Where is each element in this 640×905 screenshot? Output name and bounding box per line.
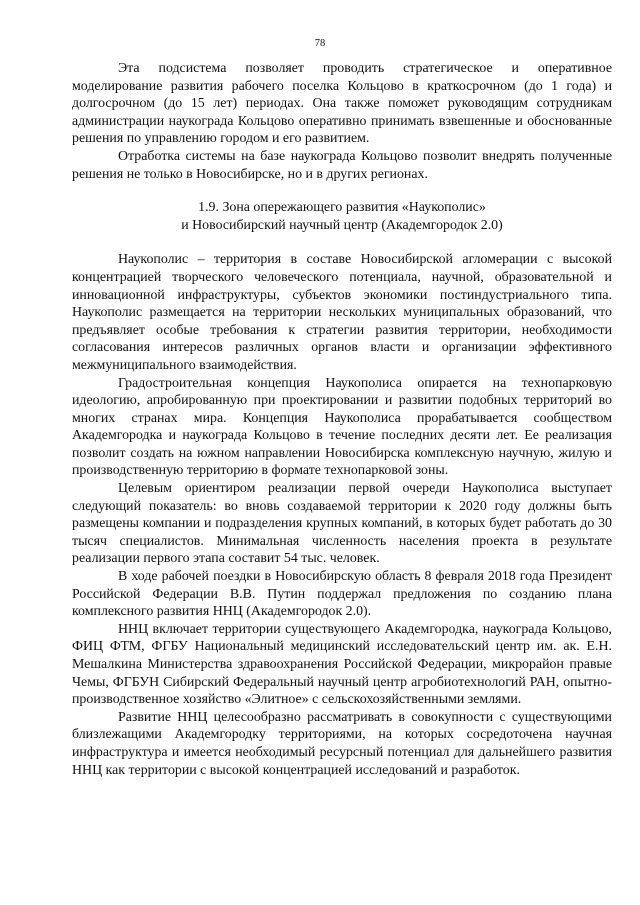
paragraph: Наукополис – территория в составе Новосибирской агломерации с высокой концентрацией творческого человеческого потенциала, научной, образовательной и инновационной инфраструктуры, субъектов экономики постиндустриального типа. Наукополис размещается на территории нескольких муниципальных образований, что предъявляет особые требования к стратегии развития территории, необходимости согласования интересов различных органов власти и организации эффективного межмуниципального взаимодействия.: [72, 252, 612, 373]
section-heading: [72, 199, 612, 234]
page-content: [72, 60, 612, 779]
paragraph: Эта подсистема позволяет проводить стратегическое и оперативное моделирование развития рабочего поселка Кольцово в краткосрочном (до 1 года) и долгосрочном (до 15 лет) периодах. Она также поможет руководящим сотрудникам администрации наукограда Кольцово оперативно принимать взвешенные и обоснованные решения по управлению городом и его развитием.: [72, 61, 612, 147]
paragraph: Отработка системы на базе наукограда Кольцово позволит внедрять полученные решения не только в Новосибирске, но и в других регионах.: [72, 148, 612, 182]
paragraph: Целевым ориентиром реализации первой очереди Наукополиса выступает следующий показатель: во вновь создаваемой территории к 2020 году должны быть размещены компании и подразделения крупных компаний, в которых будет работать до 30 тысяч специалистов. Минимальная численность населения проекта в результате реализации первого этапа составит 54 тыс. человек.: [72, 481, 612, 567]
paragraph: В ходе рабочей поездки в Новосибирскую область 8 февраля 2018 года Президент Российской Федерации В.В. Путин поддержал предложения по созданию плана комплексного развития ННЦ (Академгородок 2.0).: [72, 569, 612, 620]
section-heading-line: 1.9. Зона опережающего развития «Наукополис»: [198, 200, 486, 216]
paragraph: Развитие ННЦ целесообразно рассматривать в совокупности с существующими близлежащими Академгородку территориями, на которых сосредоточена научная инфраструктура и имеется необходимый ресурсный потенциал для дальнейшего развития ННЦ как территории с высокой концентрацией исследований и разработок.: [72, 709, 612, 778]
page-number: 78: [314, 38, 326, 49]
paragraph: ННЦ включает территории существующего Академгородка, наукограда Кольцово, ФИЦ ФТМ, ФГБУ Национальный медицинский исследовательский центр им. ак. Е.Н. Мешалкина Министерства здравоохранения Российской Федерации, микрорайон правые Чемы, ФГБУН Сибирский Федеральный научный центр агробиотехнологий РАН, опытно-производственное хозяйство «Элитное» с сельскохозяйственными землями.: [72, 621, 612, 708]
paragraph: Градостроительная концепция Наукополиса опирается на технопарковую идеологию, апробированную при проектировании и развитии подобных территорий во многих странах мира. Концепция Наукополиса прорабатывается сообществом Академгородка и наукограда Кольцово в течение последних десяти лет. Ее реализация позволит создать на южном направлении Новосибирска комплексную научную, жилую и производственную территорию в формате технопарковой зоны.: [72, 375, 612, 479]
section-heading-line: и Новосибирский научный центр (Академгородок 2.0): [181, 217, 503, 233]
